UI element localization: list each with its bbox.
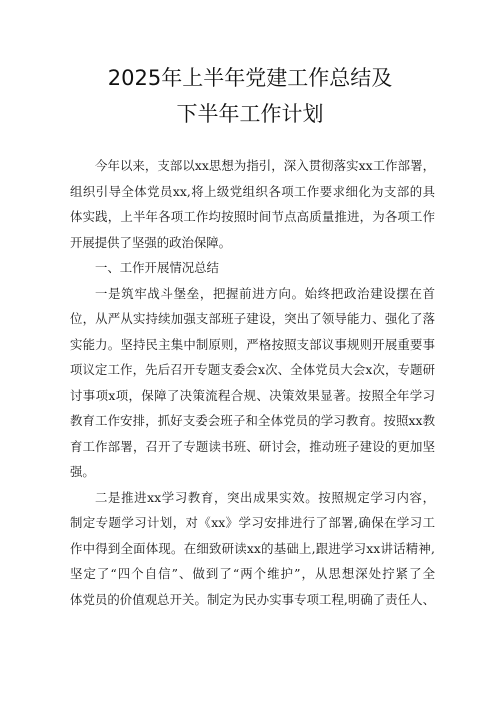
body-text-line: 体实践，上半年各项工作均按照时间节点高质量推进，为各项工作 — [70, 209, 435, 224]
body-text-line: 开展提供了坚强的政治保障。 — [70, 234, 232, 250]
body-text-line: 今年以来，支部以xx思想为指引，深入贯彻落实xx工作部署， — [95, 158, 435, 173]
body-text-line: 实能力。坚持民主集中制原则，严格按照支部议事规则开展重要事 — [70, 336, 435, 352]
body-text-line: 育工作部署，召开了专题读书班、研讨会，推动班子建设的更加坚 — [70, 438, 435, 454]
body-text-line: 位，从严从实持续加强支部班子建设，突出了领导能力、强化了落 — [70, 311, 435, 326]
body-text-line: 强。 — [70, 464, 95, 479]
body-text-line: 作中得到全面体现。在细致研读xx的基础上,跟进学习xx讲话精神, — [70, 540, 435, 556]
body-text-line: 讨事项x项，保障了决策流程合规、决策效果显著。按照全年学习 — [70, 387, 435, 403]
body-text-line: 教育工作安排，抓好支委会班子和全体党员的学习教育。按照xx教 — [70, 413, 435, 428]
body-text-line: 制定专题学习计划，对《xx》学习安排进行了部署,确保在学习工 — [70, 515, 435, 530]
document-body — [70, 153, 435, 612]
body-text-line: 一是筑牢战斗堡垒，把握前进方向。始终把政治建设摆在首 — [95, 285, 435, 301]
document-title-line-2: 下半年工作计划 — [176, 102, 324, 126]
body-text-line: 体党员的价值观总开关。制定为民办实事专项工程,明确了责任人、 — [70, 591, 435, 607]
body-text-line: 坚定了“四个自信”、做到了“两个维护”，从思想深处拧紧了全 — [70, 566, 435, 581]
document-title-line-1: 2025年上半年党建工作总结及 — [107, 66, 393, 90]
body-text-line: 二是推进xx学习教育，突出成果实效。按照规定学习内容， — [95, 489, 435, 505]
body-text-line: 一、工作开展情况总结 — [95, 260, 219, 275]
body-text-line: 组织引导全体党员xx,将上级党组织各项工作要求细化为支部的具 — [70, 183, 435, 199]
body-text-line: 项议定工作，先后召开专题支委会x次、全体党员大会x次，专题研 — [70, 362, 435, 377]
